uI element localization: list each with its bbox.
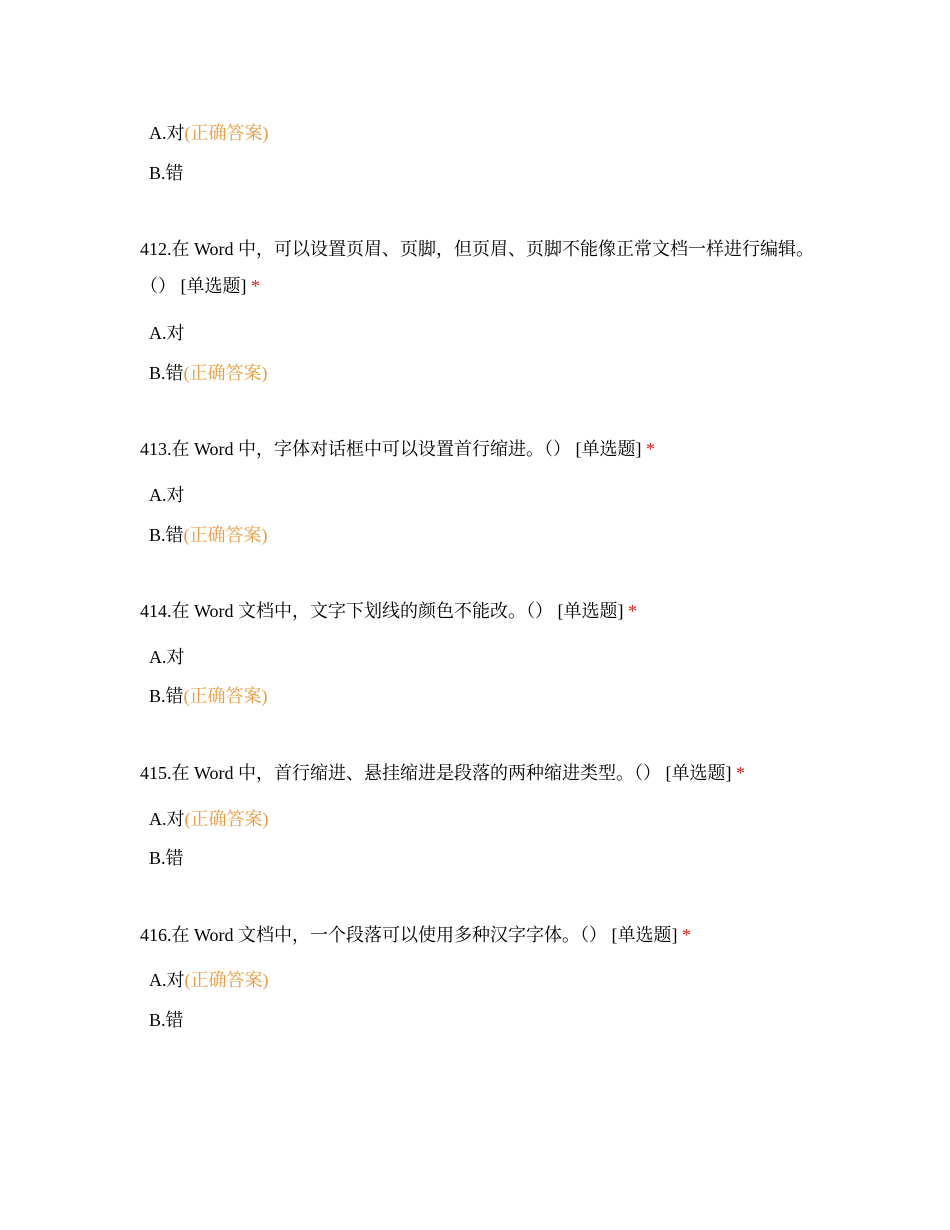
question-stem: 415.在 Word 中，首行缩进、悬挂缩进是段落的两种缩进类型。（） [单选题]: [140, 763, 732, 783]
required-star: *: [736, 763, 746, 783]
question-text: [140, 917, 820, 954]
option-label: B.错: [149, 848, 184, 868]
required-star: *: [646, 439, 656, 459]
question-text: [140, 431, 820, 468]
option-label: A.对: [149, 809, 185, 829]
option-b: [149, 845, 184, 871]
required-star: *: [251, 276, 260, 296]
option-a: [149, 482, 185, 508]
option-label: A.对: [149, 647, 185, 667]
required-star: *: [628, 601, 638, 621]
correct-answer-tag: (正确答案): [183, 686, 268, 706]
question-stem: 412.在 Word 中，可以设置页眉、页脚，但页眉、页脚不能像正常文档一样进行编辑。（） [单选题]: [140, 239, 815, 296]
question-text: [140, 231, 820, 305]
correct-answer-tag: (正确答案): [184, 123, 269, 143]
option-b: [149, 522, 268, 548]
option-label: A.对: [149, 123, 185, 143]
option-a: [149, 806, 269, 832]
question-stem: 414.在 Word 文档中，文字下划线的颜色不能改。（） [单选题]: [140, 601, 624, 621]
option-b: [149, 160, 184, 186]
option-label: A.对: [149, 970, 185, 990]
option-a: [149, 120, 269, 146]
option-b: [149, 360, 268, 386]
option-label: B.错: [149, 363, 184, 383]
question-text: [140, 755, 820, 792]
option-a: [149, 320, 185, 346]
option-label: B.错: [149, 163, 184, 183]
option-label: A.对: [149, 485, 185, 505]
question-stem: 413.在 Word 中，字体对话框中可以设置首行缩进。（） [单选题]: [140, 439, 642, 459]
option-label: B.错: [149, 686, 184, 706]
option-label: A.对: [149, 323, 185, 343]
option-label: B.错: [149, 525, 184, 545]
question-text: [140, 593, 820, 630]
correct-answer-tag: (正确答案): [184, 970, 269, 990]
question-stem: 416.在 Word 文档中，一个段落可以使用多种汉字字体。（） [单选题]: [140, 925, 678, 945]
option-b: [149, 1007, 184, 1033]
correct-answer-tag: (正确答案): [184, 809, 269, 829]
required-star: *: [682, 925, 692, 945]
option-a: [149, 644, 185, 670]
option-a: [149, 967, 269, 993]
correct-answer-tag: (正确答案): [183, 363, 268, 383]
option-label: B.错: [149, 1010, 184, 1030]
correct-answer-tag: (正确答案): [183, 525, 268, 545]
option-b: [149, 683, 268, 709]
